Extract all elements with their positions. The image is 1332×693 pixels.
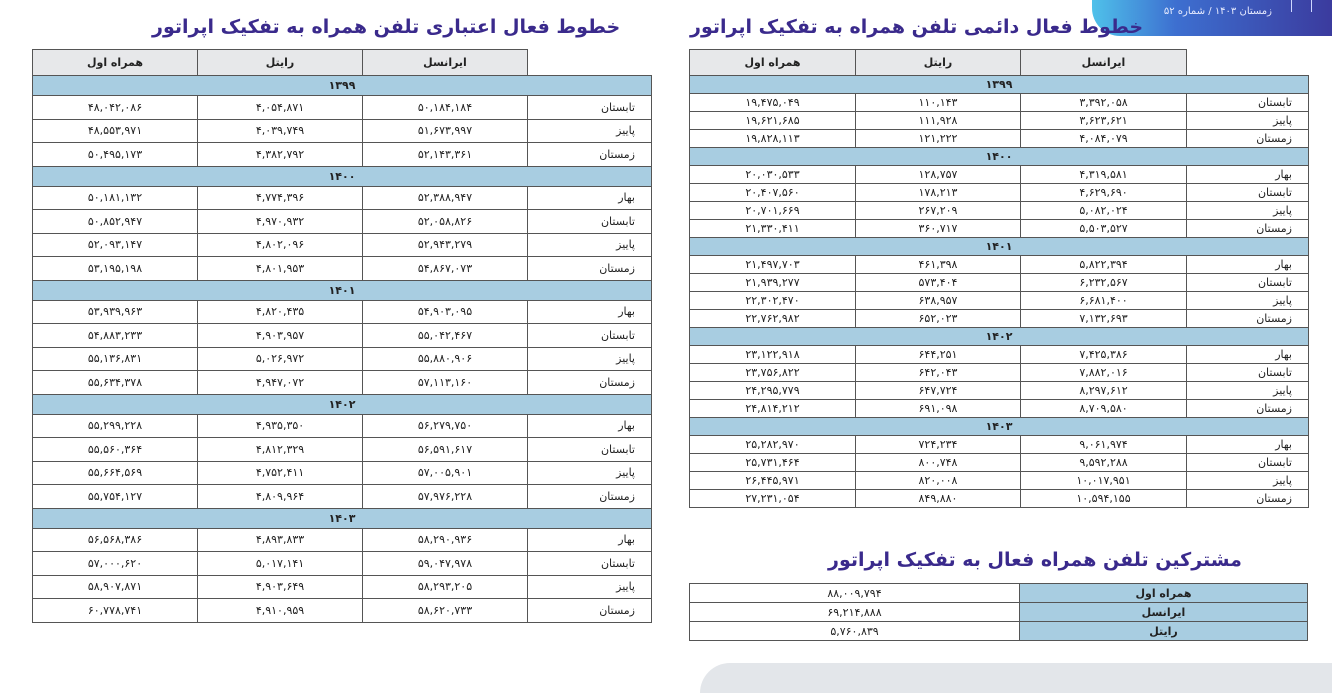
rightel-value: ۵۷۳,۴۰۴ [856,274,1021,292]
irancell-value: ۵۲,۳۸۸,۹۴۷ [363,186,528,210]
rightel-value: ۴,۷۷۴,۳۹۶ [198,186,363,210]
col-mci: همراه اول [33,50,198,76]
year-row [33,76,652,96]
irancell-value: ۵۷,۹۷۶,۲۲۸ [363,485,528,509]
table-row [690,112,1309,130]
rightel-value: ۱۲۸,۷۵۷ [856,166,1021,184]
mci-value: ۵۵,۷۵۴,۱۲۷ [33,485,198,509]
irancell-value: ۴,۳۱۹,۵۸۱ [1021,166,1187,184]
mci-value: ۵۳,۹۳۹,۹۶۳ [33,300,198,324]
table-row [33,233,652,257]
mci-value: ۲۰,۷۰۱,۶۶۹ [690,202,856,220]
mci-value: ۵۵,۶۶۴,۵۶۹ [33,461,198,485]
irancell-value: ۵۰,۱۸۴,۱۸۴ [363,96,528,120]
season-label: زمستان [528,143,652,167]
mci-value: ۲۳,۱۲۲,۹۱۸ [690,346,856,364]
rightel-value: ۶۴۴,۲۵۱ [856,346,1021,364]
irancell-value: ۵۸,۲۹۰,۹۳۶ [363,528,528,552]
year-row [33,280,652,300]
year-label: ۱۴۰۰ [33,166,652,186]
season-label: زمستان [1187,400,1309,418]
mci-value: ۲۰,۴۰۷,۵۶۰ [690,184,856,202]
irancell-value: ۵۷,۱۱۳,۱۶۰ [363,371,528,395]
table-row [690,400,1309,418]
table-row [690,364,1309,382]
subscriber-count: ۸۸,۰۰۹,۷۹۴ [690,584,1020,603]
mci-value: ۵۵,۲۹۹,۲۲۸ [33,414,198,438]
season-label: تابستان [1187,94,1309,112]
year-label: ۱۴۰۲ [33,394,652,414]
rightel-value: ۴,۸۰۹,۹۶۴ [198,485,363,509]
subscriber-count: ۵,۷۶۰,۸۳۹ [690,622,1020,641]
season-label: تابستان [528,552,652,576]
mci-value: ۵۶,۵۶۸,۳۸۶ [33,528,198,552]
col-mci: همراه اول [690,50,856,76]
irancell-value: ۵۷,۰۰۵,۹۰۱ [363,461,528,485]
season-label: پاییز [528,461,652,485]
mci-value: ۲۴,۸۱۴,۲۱۲ [690,400,856,418]
col-irancell: ایرانسل [363,50,528,76]
rightel-value: ۶۴۷,۷۲۴ [856,382,1021,400]
season-label: تابستان [528,324,652,348]
mci-value: ۲۲,۷۶۲,۹۸۲ [690,310,856,328]
season-label: پاییز [528,119,652,143]
season-label: زمستان [1187,220,1309,238]
season-label: تابستان [1187,274,1309,292]
rightel-value: ۶۳۸,۹۵۷ [856,292,1021,310]
prepaid-lines-table [32,49,652,623]
irancell-value: ۴,۰۸۴,۰۷۹ [1021,130,1187,148]
season-label: بهار [1187,436,1309,454]
season-label: پاییز [1187,382,1309,400]
postpaid-lines-table [689,49,1309,508]
rightel-value: ۸۲۰,۰۰۸ [856,472,1021,490]
season-label: زمستان [528,485,652,509]
irancell-value: ۸,۷۰۹,۵۸۰ [1021,400,1187,418]
rightel-value: ۴,۷۵۲,۴۱۱ [198,461,363,485]
mci-value: ۲۱,۹۳۹,۲۷۷ [690,274,856,292]
mci-value: ۵۳,۱۹۵,۱۹۸ [33,257,198,281]
mci-value: ۲۲,۳۰۲,۴۷۰ [690,292,856,310]
prepaid-title: خطوط فعال اعتباری تلفن همراه به تفکیک اپراتور [152,16,621,38]
season-label: تابستان [1187,364,1309,382]
mci-value: ۵۰,۱۸۱,۱۳۲ [33,186,198,210]
year-label: ۱۴۰۳ [690,418,1309,436]
table-row [690,292,1309,310]
mci-value: ۵۲,۰۹۳,۱۴۷ [33,233,198,257]
rightel-value: ۱۲۱,۲۲۲ [856,130,1021,148]
season-label: تابستان [528,96,652,120]
irancell-value: ۳,۶۲۳,۶۲۱ [1021,112,1187,130]
operator-label: همراه اول [1020,584,1308,603]
table-row [33,324,652,348]
year-label: ۱۳۹۹ [33,76,652,96]
corner-cell [528,50,652,76]
table-row [690,184,1309,202]
table-row [690,94,1309,112]
year-row [690,418,1309,436]
mci-value: ۱۹,۴۷۵,۰۴۹ [690,94,856,112]
mci-value: ۵۴,۸۸۳,۲۳۳ [33,324,198,348]
rightel-value: ۳۶۰,۷۱۷ [856,220,1021,238]
irancell-value: ۱۰,۰۱۷,۹۵۱ [1021,472,1187,490]
irancell-value: ۵۵,۰۴۲,۴۶۷ [363,324,528,348]
postpaid-title: خطوط فعال دائمی تلفن همراه به تفکیک اپراتور [690,16,1144,38]
mci-value: ۵۰,۴۹۵,۱۷۳ [33,143,198,167]
rightel-value: ۴,۰۵۴,۸۷۱ [198,96,363,120]
table-row [33,552,652,576]
table-row [690,310,1309,328]
irancell-value: ۵,۰۸۲,۰۲۴ [1021,202,1187,220]
year-row [33,394,652,414]
rightel-value: ۶۹۱,۰۹۸ [856,400,1021,418]
col-rightel: رایتل [856,50,1021,76]
year-label: ۱۳۹۹ [690,76,1309,94]
irancell-value: ۵۶,۵۹۱,۶۱۷ [363,438,528,462]
irancell-value: ۵۲,۹۴۳,۲۷۹ [363,233,528,257]
table-row [690,382,1309,400]
rightel-value: ۴,۹۴۷,۰۷۲ [198,371,363,395]
rightel-value: ۸۴۹,۸۸۰ [856,490,1021,508]
table-row [690,603,1308,622]
table-row [33,414,652,438]
operator-label: ایرانسل [1020,603,1308,622]
season-label: تابستان [528,438,652,462]
rightel-value: ۴۶۱,۳۹۸ [856,256,1021,274]
mci-value: ۴۸,۰۴۲,۰۸۶ [33,96,198,120]
table-row [690,490,1309,508]
irancell-value: ۸,۲۹۷,۶۱۲ [1021,382,1187,400]
mci-value: ۲۱,۳۳۰,۴۱۱ [690,220,856,238]
table-row [33,119,652,143]
banner-divider [1291,0,1292,12]
table-row [33,186,652,210]
season-label: بهار [1187,256,1309,274]
mci-value: ۵۵,۵۶۰,۳۶۴ [33,438,198,462]
irancell-value: ۹,۵۹۲,۲۸۸ [1021,454,1187,472]
year-label: ۱۴۰۲ [690,328,1309,346]
postpaid-body [690,76,1309,508]
irancell-value: ۵۱,۶۷۳,۹۹۷ [363,119,528,143]
irancell-value: ۵۶,۲۷۹,۷۵۰ [363,414,528,438]
col-irancell: ایرانسل [1021,50,1187,76]
rightel-value: ۴,۹۳۵,۳۵۰ [198,414,363,438]
irancell-value: ۱۰,۵۹۴,۱۵۵ [1021,490,1187,508]
irancell-value: ۵۸,۶۲۰,۷۳۳ [363,599,528,623]
year-row [33,508,652,528]
table-row [690,584,1308,603]
rightel-value: ۴,۰۳۹,۷۴۹ [198,119,363,143]
irancell-value: ۵۹,۰۴۷,۹۷۸ [363,552,528,576]
rightel-value: ۶۴۲,۰۴۳ [856,364,1021,382]
season-label: پاییز [1187,202,1309,220]
rightel-value: ۴,۹۰۳,۹۵۷ [198,324,363,348]
table-row [33,300,652,324]
mci-value: ۵۰,۸۵۲,۹۴۷ [33,210,198,234]
rightel-value: ۴,۹۱۰,۹۵۹ [198,599,363,623]
irancell-value: ۹,۰۶۱,۹۷۴ [1021,436,1187,454]
table-row [33,371,652,395]
rightel-value: ۱۱۱,۹۲۸ [856,112,1021,130]
mci-value: ۱۹,۸۲۸,۱۱۳ [690,130,856,148]
season-label: پاییز [1187,112,1309,130]
table-row [33,599,652,623]
mci-value: ۵۸,۹۰۷,۸۷۱ [33,575,198,599]
irancell-value: ۵۲,۰۵۸,۸۲۶ [363,210,528,234]
year-row [690,328,1309,346]
table-row [33,438,652,462]
banner-divider [1311,0,1312,12]
year-label: ۱۴۰۱ [690,238,1309,256]
prepaid-body [33,76,652,623]
table-row [690,220,1309,238]
footer-band [700,663,1332,693]
season-label: زمستان [1187,490,1309,508]
mci-value: ۵۵,۶۳۴,۳۷۸ [33,371,198,395]
mci-value: ۲۶,۴۴۵,۹۷۱ [690,472,856,490]
irancell-value: ۵,۵۰۳,۵۲۷ [1021,220,1187,238]
year-row [690,238,1309,256]
year-row [690,76,1309,94]
table-row [33,210,652,234]
season-label: پاییز [528,233,652,257]
rightel-value: ۴,۸۰۲,۰۹۶ [198,233,363,257]
col-rightel: رایتل [198,50,363,76]
mci-value: ۲۰,۰۳۰,۵۳۳ [690,166,856,184]
issue-label: زمستان ۱۴۰۳ / شماره ۵۲ [1163,6,1272,17]
rightel-value: ۴,۸۹۳,۸۳۳ [198,528,363,552]
year-row [690,148,1309,166]
table-row [33,96,652,120]
irancell-value: ۷,۴۲۵,۳۸۶ [1021,346,1187,364]
subscriber-count: ۶۹,۲۱۴,۸۸۸ [690,603,1020,622]
season-label: بهار [528,414,652,438]
table-row [33,528,652,552]
subscribers-title: مشترکین تلفن همراه فعال به تفکیک اپراتور [828,549,1242,571]
corner-cell [1187,50,1309,76]
irancell-value: ۶,۲۳۲,۵۶۷ [1021,274,1187,292]
table-row [690,256,1309,274]
season-label: تابستان [1187,454,1309,472]
irancell-value: ۳,۳۹۲,۰۵۸ [1021,94,1187,112]
season-label: تابستان [528,210,652,234]
season-label: بهار [1187,166,1309,184]
season-label: پاییز [528,347,652,371]
season-label: پاییز [1187,472,1309,490]
season-label: زمستان [528,257,652,281]
mci-value: ۶۰,۷۷۸,۷۴۱ [33,599,198,623]
table-row [33,485,652,509]
mci-value: ۲۴,۲۹۵,۷۷۹ [690,382,856,400]
rightel-value: ۴,۹۰۳,۶۴۹ [198,575,363,599]
irancell-value: ۵۴,۹۰۳,۰۹۵ [363,300,528,324]
operator-label: رایتل [1020,622,1308,641]
table-row [690,472,1309,490]
table-row [690,454,1309,472]
season-label: بهار [1187,346,1309,364]
mci-value: ۵۵,۱۳۶,۸۳۱ [33,347,198,371]
table-row [33,461,652,485]
rightel-value: ۱۱۰,۱۴۳ [856,94,1021,112]
rightel-value: ۵,۰۲۶,۹۷۲ [198,347,363,371]
table-row [33,575,652,599]
season-label: تابستان [1187,184,1309,202]
table-row [33,143,652,167]
season-label: بهار [528,186,652,210]
mci-value: ۲۵,۷۳۱,۴۶۴ [690,454,856,472]
table-row [690,130,1309,148]
season-label: بهار [528,528,652,552]
table-row [690,622,1308,641]
rightel-value: ۵,۰۱۷,۱۴۱ [198,552,363,576]
rightel-value: ۴,۸۲۰,۴۳۵ [198,300,363,324]
rightel-value: ۲۶۷,۲۰۹ [856,202,1021,220]
year-label: ۱۴۰۱ [33,280,652,300]
rightel-value: ۴,۸۱۲,۳۲۹ [198,438,363,462]
irancell-value: ۵۴,۸۶۷,۰۷۳ [363,257,528,281]
irancell-value: ۶,۶۸۱,۴۰۰ [1021,292,1187,310]
season-label: پاییز [1187,292,1309,310]
mci-value: ۴۸,۵۵۳,۹۷۱ [33,119,198,143]
season-label: زمستان [1187,310,1309,328]
mci-value: ۲۵,۲۸۲,۹۷۰ [690,436,856,454]
mci-value: ۵۷,۰۰۰,۶۲۰ [33,552,198,576]
table-row [690,202,1309,220]
irancell-value: ۵۸,۲۹۳,۲۰۵ [363,575,528,599]
irancell-value: ۷,۱۳۲,۶۹۳ [1021,310,1187,328]
table-row [33,257,652,281]
year-label: ۱۴۰۰ [690,148,1309,166]
mci-value: ۱۹,۶۲۱,۶۸۵ [690,112,856,130]
table-row [690,436,1309,454]
rightel-value: ۶۵۲,۰۲۳ [856,310,1021,328]
irancell-value: ۴,۶۲۹,۶۹۰ [1021,184,1187,202]
rightel-value: ۴,۹۷۰,۹۳۲ [198,210,363,234]
subscribers-table [689,583,1308,641]
season-label: زمستان [1187,130,1309,148]
season-label: بهار [528,300,652,324]
irancell-value: ۵,۸۲۲,۳۹۴ [1021,256,1187,274]
rightel-value: ۱۷۸,۲۱۳ [856,184,1021,202]
year-label: ۱۴۰۳ [33,508,652,528]
season-label: زمستان [528,599,652,623]
mci-value: ۲۳,۷۵۶,۸۲۲ [690,364,856,382]
rightel-value: ۴,۳۸۲,۷۹۲ [198,143,363,167]
irancell-value: ۷,۸۸۲,۰۱۶ [1021,364,1187,382]
rightel-value: ۸۰۰,۷۴۸ [856,454,1021,472]
rightel-value: ۴,۸۰۱,۹۵۳ [198,257,363,281]
irancell-value: ۵۲,۱۴۳,۳۶۱ [363,143,528,167]
table-row [690,346,1309,364]
mci-value: ۲۱,۴۹۷,۷۰۳ [690,256,856,274]
table-row [33,347,652,371]
table-row [690,274,1309,292]
irancell-value: ۵۵,۸۸۰,۹۰۶ [363,347,528,371]
table-row [690,166,1309,184]
rightel-value: ۷۲۴,۲۳۴ [856,436,1021,454]
mci-value: ۲۷,۲۳۱,۰۵۴ [690,490,856,508]
season-label: پاییز [528,575,652,599]
year-row [33,166,652,186]
season-label: زمستان [528,371,652,395]
